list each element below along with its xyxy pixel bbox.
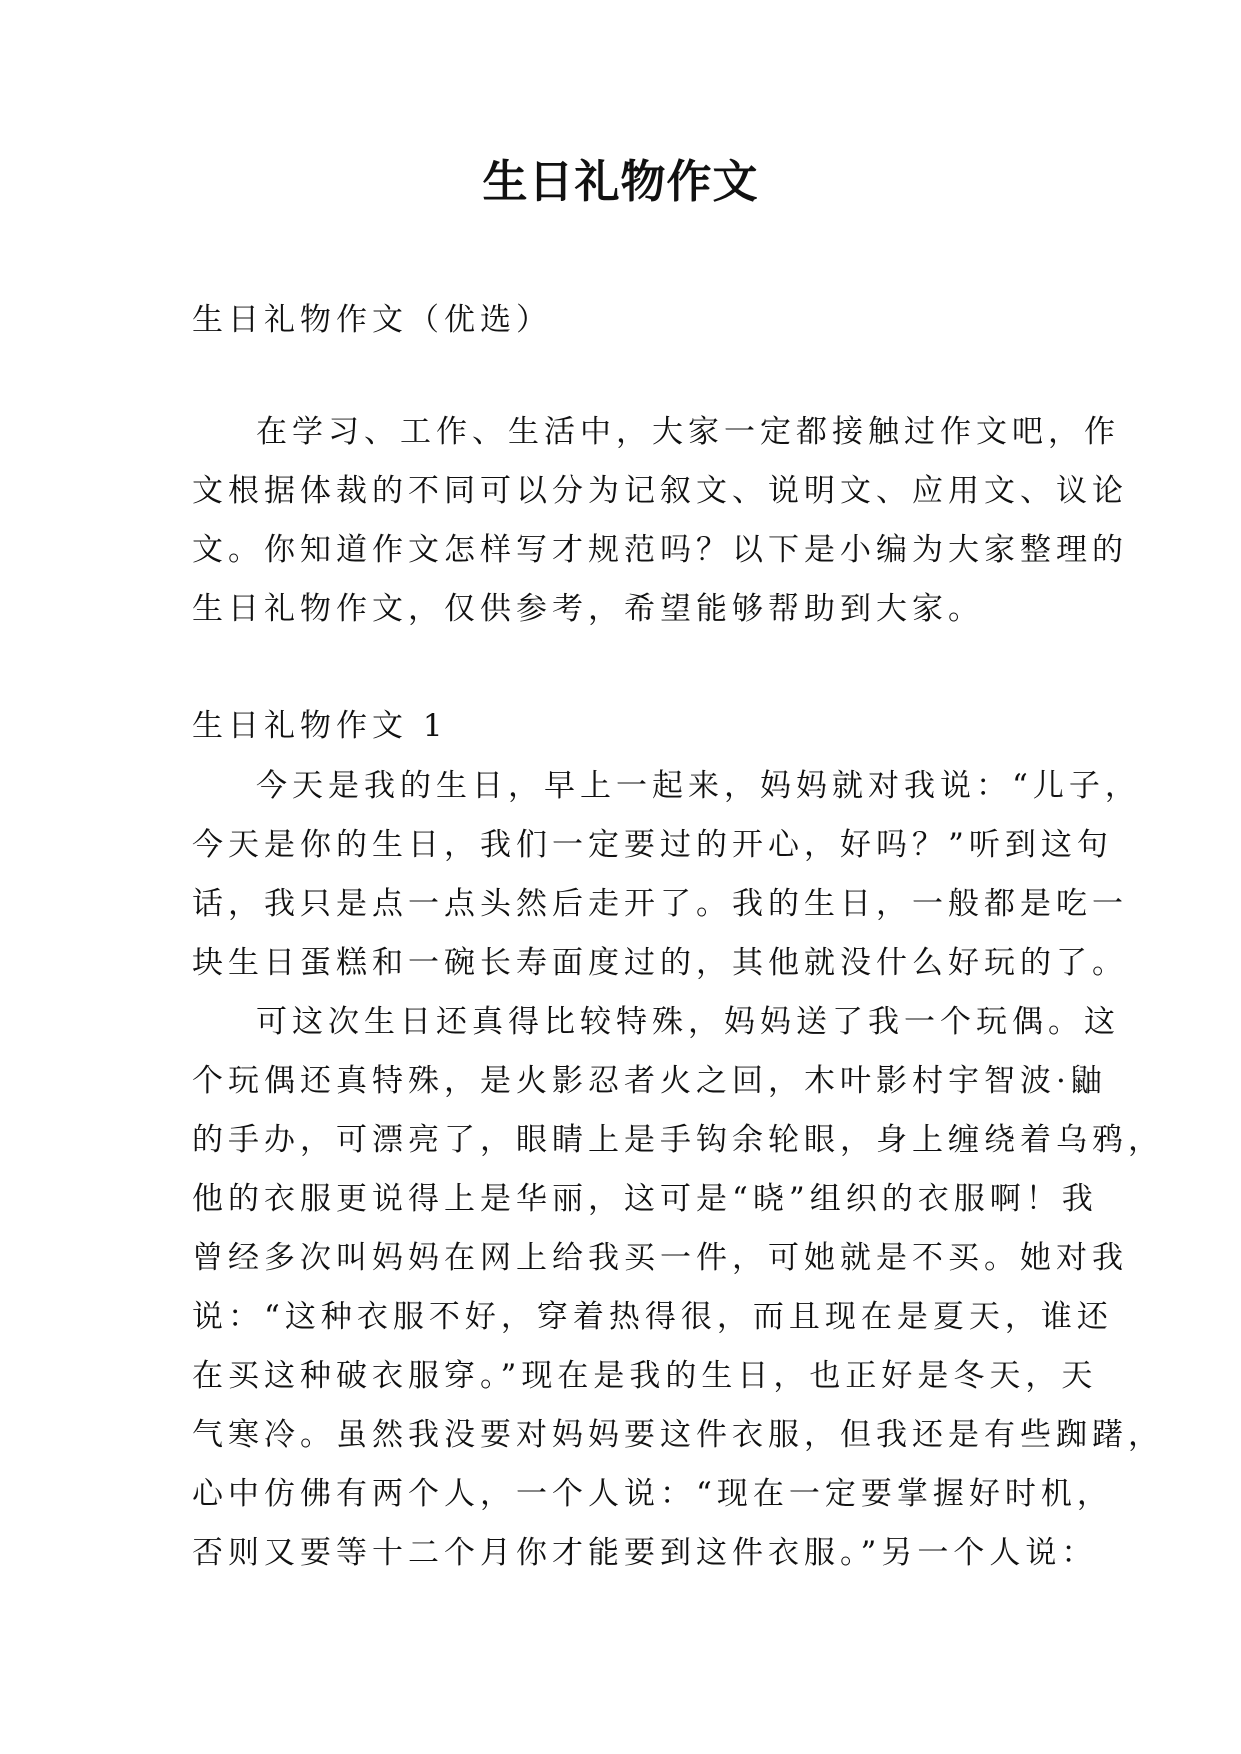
paragraph-line: 曾经多次叫妈妈在网上给我买一件，可她就是不买。她对我 [192, 1240, 1128, 1276]
intro-paragraph [192, 403, 1128, 639]
paragraph-line: 今天是我的生日，早上一起来，妈妈就对我说：“儿子， [256, 768, 1141, 804]
paragraph-line: 块生日蛋糕和一碗长寿面度过的，其他就没什么好玩的了。 [192, 945, 1128, 981]
paragraph-line: 在学习、工作、生活中，大家一定都接触过作文吧，作 [256, 414, 1120, 450]
paragraph-line: 的手办，可漂亮了，眼睛上是手钩余轮眼，身上缠绕着乌鸦， [192, 1122, 1164, 1158]
paragraph-line: 生日礼物作文，仅供参考，希望能够帮助到大家。 [192, 591, 984, 627]
paragraph-line: 话，我只是点一点头然后走开了。我的生日，一般都是吃一 [192, 886, 1128, 922]
paragraph-line: 否则又要等十二个月你才能要到这件衣服。”另一个人说： [192, 1535, 1098, 1571]
paragraph-line: 文根据体裁的不同可以分为记叙文、说明文、应用文、议论 [192, 473, 1128, 509]
document-title: 生日礼物作文 [482, 155, 759, 208]
paragraph-line: 说：“这种衣服不好，穿着热得很，而且现在是夏天，谁还 [192, 1299, 1113, 1335]
paragraph-line: 在买这种破衣服穿。”现在是我的生日，也正好是冬天，天 [192, 1358, 1098, 1394]
document-subtitle: 生日礼物作文（优选） [192, 302, 552, 338]
paragraph-line: 个玩偶还真特殊，是火影忍者火之回，木叶影村宇智波·鼬 [192, 1063, 1107, 1099]
essay-body [192, 757, 1164, 1583]
paragraph-line: 今天是你的生日，我们一定要过的开心，好吗？”听到这句 [192, 827, 1113, 863]
paragraph-line: 文。你知道作文怎样写才规范吗？以下是小编为大家整理的 [192, 532, 1128, 568]
paragraph-line: 可这次生日还真得比较特殊，妈妈送了我一个玩偶。这 [256, 1004, 1120, 1040]
paragraph-line: 心中仿佛有两个人，一个人说：“现在一定要掌握好时机， [192, 1476, 1113, 1512]
paragraph-line: 他的衣服更说得上是华丽，这可是“晓”组织的衣服啊！我 [192, 1181, 1098, 1217]
section-heading: 生日礼物作文 1 [192, 708, 448, 744]
paragraph-line: 气寒冷。虽然我没要对妈妈要这件衣服，但我还是有些踟躇， [192, 1417, 1164, 1453]
